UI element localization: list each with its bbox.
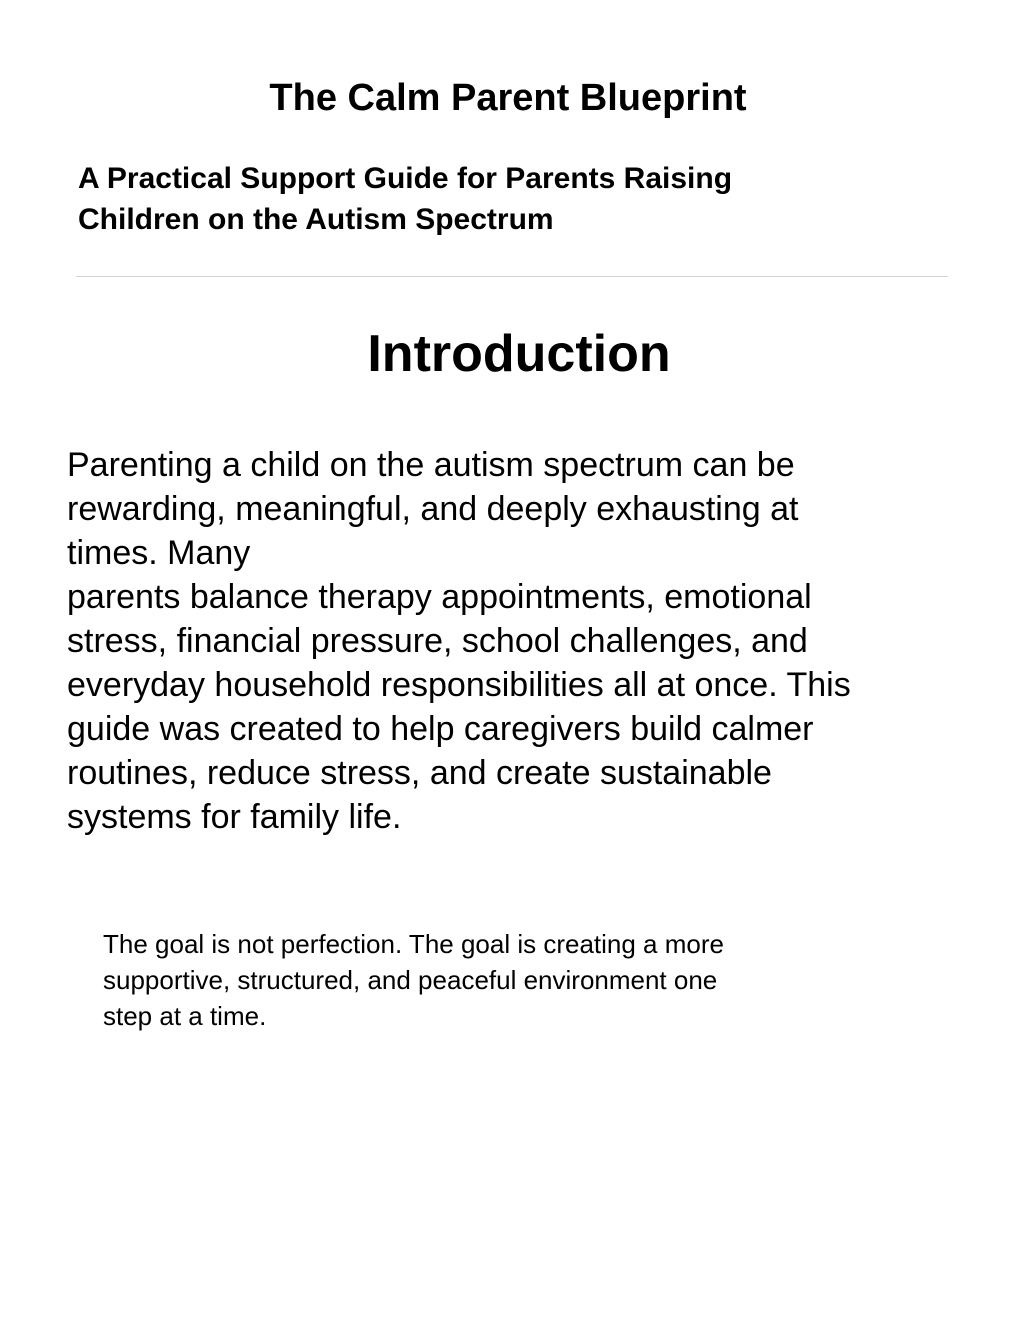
subtitle-line: A Practical Support Guide for Parents Raising xyxy=(78,162,733,195)
callout-line: step at a time. xyxy=(103,1001,267,1031)
paragraph-line: times. Many xyxy=(67,534,251,572)
paragraph-line: rewarding, meaningful, and deeply exhausting at xyxy=(67,490,799,528)
paragraph-line: Parenting a child on the autism spectrum can be xyxy=(67,446,795,484)
paragraph-line: parents balance therapy appointments, emotional xyxy=(67,578,812,616)
goal-callout xyxy=(103,926,883,1034)
callout-line: The goal is not perfection. The goal is creating a more xyxy=(103,929,724,959)
paragraph-line: systems for family life. xyxy=(67,798,402,836)
paragraph-line: routines, reduce stress, and create sustainable xyxy=(67,754,772,792)
document-title: The Calm Parent Blueprint xyxy=(269,77,747,119)
paragraph-line: stress, financial pressure, school challenges, and xyxy=(67,622,808,660)
section-divider xyxy=(76,276,948,277)
section-heading: Introduction xyxy=(367,325,671,383)
paragraph-line: everyday household responsibilities all at once. This xyxy=(67,666,851,704)
callout-line: supportive, structured, and peaceful environment one xyxy=(103,965,718,995)
document-subtitle xyxy=(78,158,838,240)
intro-paragraph xyxy=(67,443,967,839)
paragraph-line: guide was created to help caregivers build calmer xyxy=(67,710,814,748)
subtitle-line: Children on the Autism Spectrum xyxy=(78,203,554,236)
